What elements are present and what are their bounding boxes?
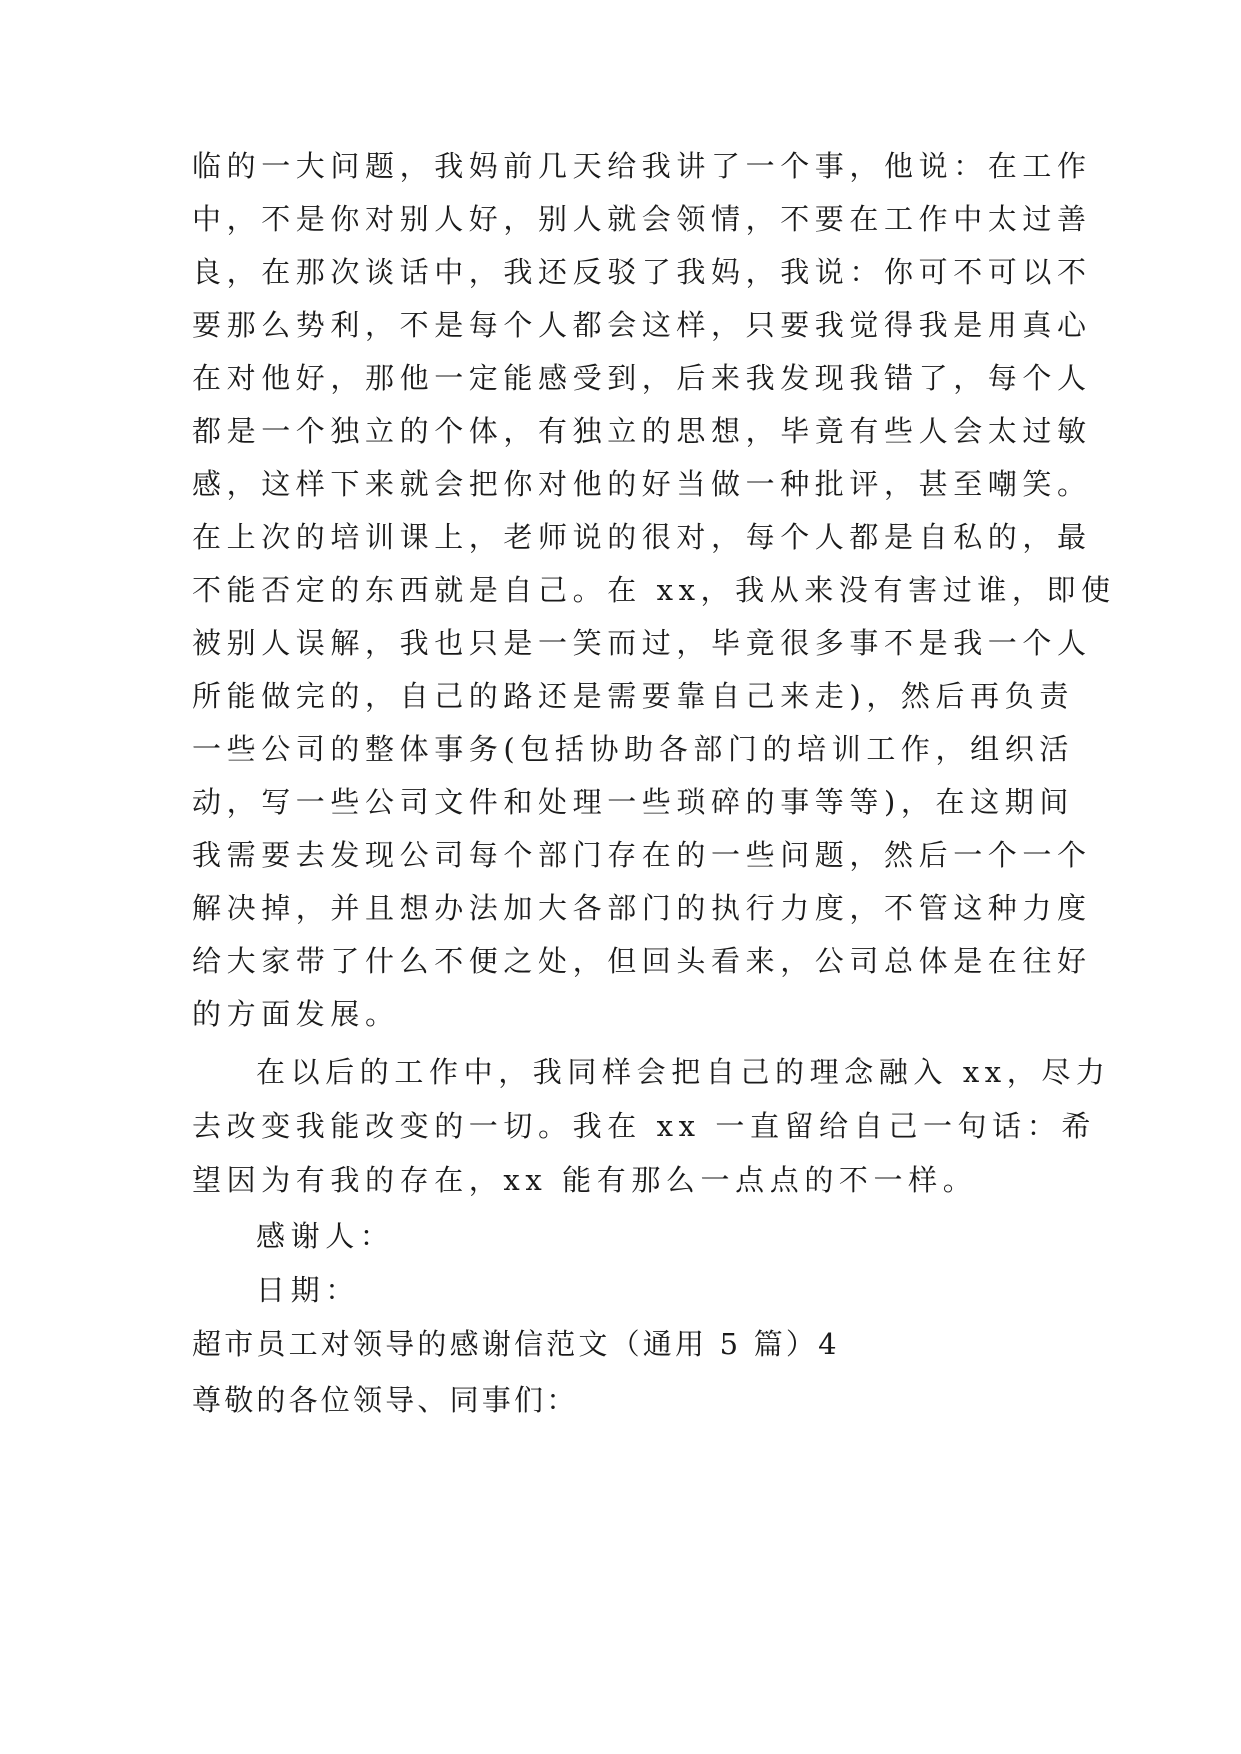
body-line: 给大家带了什么不便之处，但回头看来，公司总体是在往好: [192, 944, 1092, 978]
body-line: 都是一个独立的个体，有独立的思想，毕竟有些人会太过敏: [192, 414, 1092, 448]
body-line: 临的一大问题，我妈前几天给我讲了一个事，他说：在工作: [192, 149, 1092, 183]
body-line: 不能否定的东西就是自己。在 xx，我从来没有害过谁，即使: [192, 573, 1116, 607]
body-line: 在对他好，那他一定能感受到，后来我发现我错了，每个人: [192, 361, 1092, 395]
body-line: 动，写一些公司文件和处理一些琐碎的事等等)，在这期间: [192, 785, 1074, 819]
body-line: 的方面发展。: [192, 997, 400, 1031]
body-line: 望因为有我的存在，xx 能有那么一点点的不一样。: [192, 1163, 978, 1197]
body-line: 被别人误解，我也只是一笑而过，毕竟很多事不是我一个人: [192, 626, 1092, 660]
section-title: 超市员工对领导的感谢信范文（通用 5 篇）4: [192, 1327, 840, 1361]
signature-date-line: 日期：: [256, 1273, 360, 1307]
body-line: 所能做完的，自己的路还是需要靠自己来走)，然后再负责: [192, 679, 1074, 713]
body-line: 一些公司的整体事务(包括协助各部门的培训工作，组织活: [192, 732, 1074, 766]
letter-salutation: 尊敬的各位领导、同事们：: [192, 1383, 579, 1417]
body-line: 去改变我能改变的一切。我在 xx 一直留给自己一句话：希: [192, 1109, 1096, 1143]
body-line: 在上次的培训课上，老师说的很对，每个人都是自私的，最: [192, 520, 1092, 554]
body-line: 解决掉，并且想办法加大各部门的执行力度，不管这种力度: [192, 891, 1092, 925]
body-line: 我需要去发现公司每个部门存在的一些问题，然后一个一个: [192, 838, 1092, 872]
body-line: 良，在那次谈话中，我还反驳了我妈，我说：你可不可以不: [192, 255, 1092, 289]
signature-thanks-line: 感谢人：: [256, 1219, 395, 1253]
paragraph-first-line: 在以后的工作中，我同样会把自己的理念融入 xx，尽力: [256, 1055, 1111, 1089]
body-line: 中，不是你对别人好，别人就会领情，不要在工作中太过善: [192, 202, 1092, 236]
body-line: 感，这样下来就会把你对他的好当做一种批评，甚至嘲笑。: [192, 467, 1092, 501]
body-line: 要那么势利，不是每个人都会这样，只要我觉得我是用真心: [192, 308, 1092, 342]
